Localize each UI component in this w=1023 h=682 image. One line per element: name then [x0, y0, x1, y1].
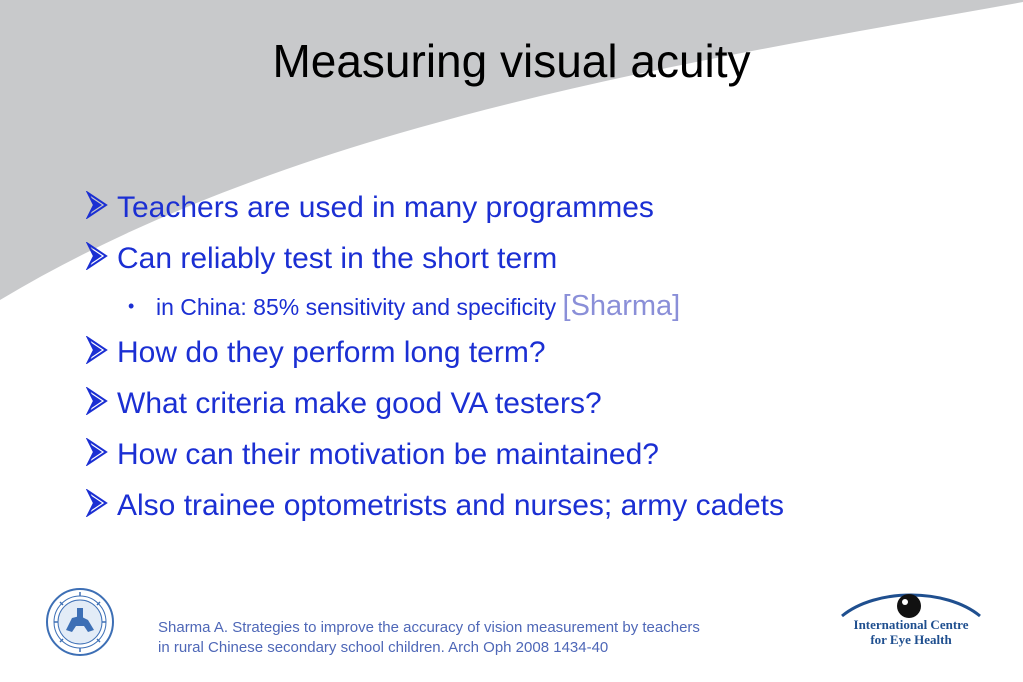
arrow-bullet-icon [86, 242, 108, 270]
bullet-text: How can their motivation be maintained? [117, 438, 659, 471]
bullet-text: Can reliably test in the short term [117, 242, 558, 275]
arrow-bullet-icon [86, 191, 108, 219]
arrow-bullet-icon [86, 438, 108, 466]
citation-text: [Sharma] [562, 290, 681, 322]
slide-title: Measuring visual acuity [272, 35, 751, 87]
logo-text-line2: for Eye Health [870, 632, 952, 647]
bullet-item [86, 435, 986, 486]
bullet-text: Teachers are used in many programmes [117, 191, 654, 224]
sub-bullet-item [86, 286, 986, 333]
bullet-item [86, 486, 986, 537]
eye-logo-icon [836, 586, 986, 656]
arrow-bullet-icon [86, 336, 108, 364]
reference-line: in rural Chinese secondary school children. Arch Oph 2008 1434-40 [158, 639, 609, 656]
bullet-text: Also trainee optometrists and nurses; army cadets [117, 489, 784, 522]
bullet-item [86, 384, 986, 435]
arrow-bullet-icon [86, 489, 108, 517]
sub-bullet-body: in China: 85% sensitivity and specificity [156, 294, 557, 320]
logo-text-line1: International Centre [853, 617, 969, 632]
bullet-list [86, 188, 986, 537]
bullet-text: What criteria make good VA testers? [117, 387, 602, 420]
seal-logo-icon [44, 586, 116, 658]
bullet-item [86, 333, 986, 384]
arrow-bullet-icon [86, 387, 108, 415]
reference-text [158, 618, 838, 658]
bullet-item [86, 239, 986, 290]
dot-bullet-icon: • [128, 296, 135, 316]
bullet-text: How do they perform long term? [117, 336, 546, 369]
bullet-item [86, 188, 986, 239]
reference-line: Sharma A. Strategies to improve the accuracy of vision measurement by teachers [158, 619, 700, 636]
sub-bullet-text [156, 286, 680, 327]
